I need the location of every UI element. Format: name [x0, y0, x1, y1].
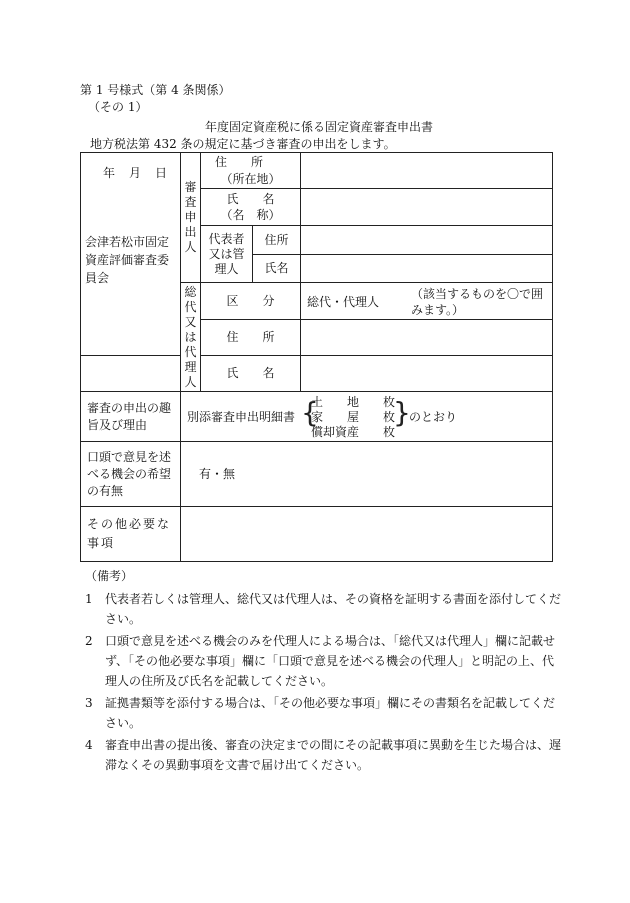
other-label: その他必要な事項: [81, 507, 181, 562]
address-label: 住 所: [215, 155, 264, 170]
oral-field[interactable]: [181, 442, 553, 507]
oral-label: 口頭で意見を述べる機会の希望の有無: [81, 442, 181, 507]
application-form-table: [80, 152, 553, 562]
purpose-label: 審査の申出の趣旨及び理由: [81, 392, 181, 442]
applicant-name-field[interactable]: [301, 189, 553, 226]
category-field[interactable]: [301, 283, 553, 320]
applicant-address-field[interactable]: [301, 153, 553, 189]
rep-name-label: 氏名: [253, 255, 301, 283]
purpose-text: 別添審査申出明細書: [187, 410, 296, 424]
notes-heading: （備考）: [85, 569, 134, 583]
rep-name-field[interactable]: [301, 255, 553, 283]
other-field[interactable]: [181, 507, 553, 562]
left-brace-icon: {: [301, 396, 319, 429]
agent-address-label: 住 所: [201, 320, 301, 356]
purpose-suffix: のとおり: [409, 410, 458, 424]
agent-name-field[interactable]: [301, 356, 553, 392]
agent-name-label: 氏 名: [201, 356, 301, 392]
note-item: 4 審査申出書の提出後、審査の決定までの間にその記載事項に異動を生じた場合は、遅滞なくその異動事項を文書で届け出てください。: [85, 738, 562, 772]
item-house: 家 屋 枚: [311, 410, 396, 424]
representative-label-cell: [201, 226, 253, 283]
applicant-group-cell: [181, 153, 201, 283]
note-item: 3 証拠書類等を添付する場合は、「その他必要な事項」欄にその書類名を記載してください。: [85, 696, 556, 730]
rep-address-field[interactable]: [301, 226, 553, 255]
statement: 地方税法第 432 条の規定に基づき審査の申出をします。: [90, 137, 396, 151]
category-value: 総代・代理人: [307, 295, 380, 309]
date-addressee-cell: [81, 153, 181, 356]
agent-group-label: 総代又は代理人: [184, 284, 197, 389]
date-label: 年 月 日: [103, 166, 169, 180]
representative-label: 代表者又は管理人: [208, 231, 245, 276]
item-depreciable: 償却資産 枚: [311, 425, 396, 439]
purpose-items: [311, 395, 395, 440]
applicant-name-label-cell: [201, 189, 301, 226]
name-sub-label: （名 称）: [220, 208, 281, 222]
applicant-address-label-cell: [201, 153, 301, 189]
addressee: 会津若松市固定資産評価審査委員会: [85, 235, 170, 286]
note-item: 2 口頭で意見を述べる機会のみを代理人による場合は、「総代又は代理人」欄に記載せず、「その他必要な事項」欄に「口頭で意見を述べる機会の代理人」と明記の上、代理人の住所及び氏名を記載してください。: [85, 634, 556, 688]
purpose-field[interactable]: [181, 392, 553, 442]
agent-group-cell: [181, 283, 201, 392]
document-title: 年度固定資産税に係る固定資産審査申出書: [205, 120, 434, 134]
applicant-group-label: 審査申出人: [184, 180, 197, 254]
right-brace-icon: }: [393, 396, 411, 429]
rep-address-label: 住所: [253, 226, 301, 255]
category-note: （該当するものを〇で囲みます。）: [411, 287, 544, 317]
item-land: 土 地 枚: [311, 395, 396, 409]
blank-left-cell: [81, 356, 181, 392]
agent-address-field[interactable]: [301, 320, 553, 356]
oral-value: 有・無: [199, 467, 236, 481]
notes-section: [85, 567, 565, 777]
note-item: 1 代表者若しくは管理人、総代又は代理人は、その資格を証明する書面を添付してください。: [85, 592, 562, 626]
form-number: 第 1 号様式（第 4 条関係）: [80, 83, 231, 97]
category-label: 区 分: [201, 283, 301, 320]
name-label: 氏 名: [226, 191, 275, 206]
form-part: （その 1）: [88, 100, 148, 114]
address-sub-label: （所在地）: [220, 171, 281, 186]
